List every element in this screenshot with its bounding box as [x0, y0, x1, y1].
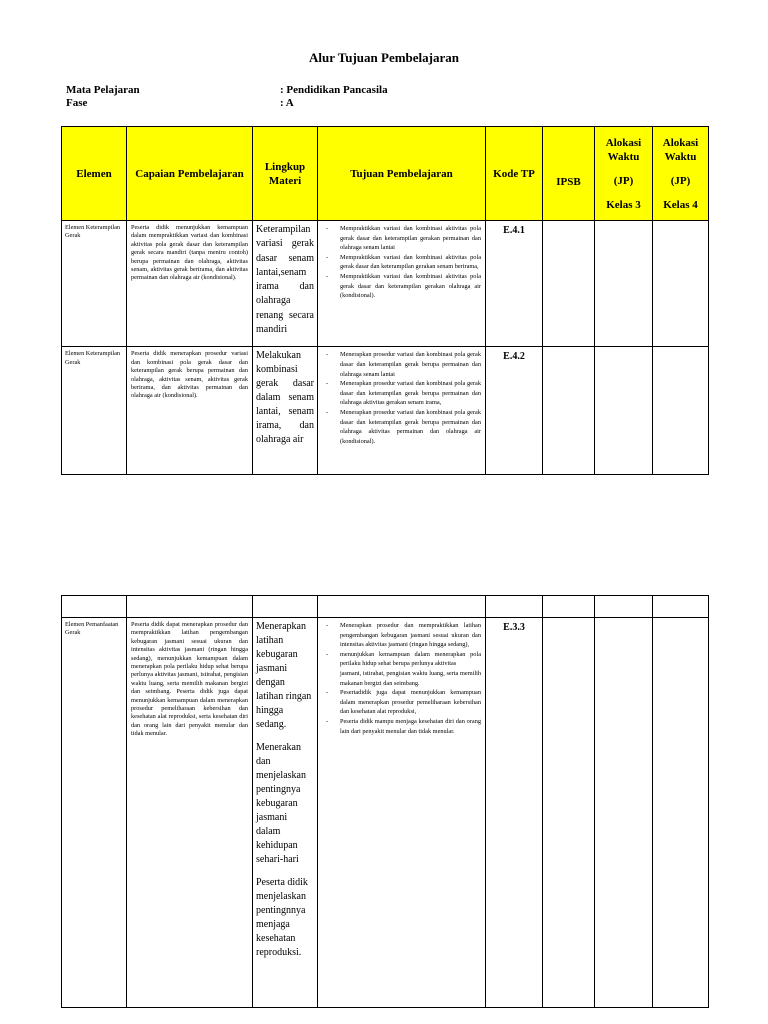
cell-kode: E.3.3	[486, 618, 543, 1008]
cell-tujuan	[318, 347, 486, 475]
header-kode: Kode TP	[486, 127, 543, 221]
tp-item: - Mempraktikkan variasi dan kombinasi aktivitas pola gerak dasar dan keterampilan gerakan permainan dan olahraga senam lantai	[322, 224, 481, 253]
meta-value: : A	[280, 97, 294, 109]
kelas-label: Kelas 3	[606, 198, 641, 211]
meta-label: Mata Pelajaran	[66, 84, 140, 96]
cell-ipsb	[543, 221, 595, 347]
cell-alokasi-kelas3	[595, 347, 653, 475]
cell-elemen: Elemen Keterampilan Gerak	[62, 347, 127, 475]
cell-tujuan	[318, 221, 486, 347]
kelas-label: Kelas 4	[663, 198, 698, 211]
meta-label: Fase	[66, 97, 88, 109]
tp-item: - Menerapkan prosedur variasi dan kombinasi pola gerak dasar dan keterampilan gerak berupa permainan dan olahraga senam lantai	[322, 350, 481, 379]
header-alokasi-kelas4	[653, 127, 709, 221]
page-title: Alur Tujuan Pembelajaran	[308, 50, 459, 65]
tp-item: - Menerapkan prosedur dan mempraktikkan latihan pengembangan kebugaran jasmani sesuai ukuran dan intensitas aktivitas jasmani (ringan hingga sedang),	[322, 621, 481, 650]
tp-item: - Menerapkan prosedur variasi dan kombinasi pola gerak dasar dan keterampilan gerak berupa permainan dan olahraga aktivitas gerakan senam irama,	[322, 379, 481, 408]
lingkup-text: Keterampilan variasi gerak dasar senam lantai,senam irama dan olahraga renang secara mandiri	[256, 224, 314, 336]
cell-ipsb	[543, 618, 595, 1008]
lingkup-text: Melakukan kombinasi gerak dasar dalam senam lantai, senam irama, dan olahraga air	[256, 350, 314, 446]
table-row	[62, 347, 709, 475]
empty-row	[62, 596, 709, 618]
atp-table-continued	[61, 595, 709, 1008]
header-ipsb: IPSB	[543, 127, 595, 221]
cell-capaian: Peserta didik menerapkan prosedur variasi dan kombinasi pola gerak dasar dan keterampilan gerak berupa permainan dan olahraga, aktivitas senam, aktivitas gerak berirama, dan aktivitas permainan dan olahraga air (kondisional).	[127, 347, 253, 475]
header-capaian: Capaian Pembelajaran	[127, 127, 253, 221]
lingkup-text: Menerakan dan menjelaskan pentingnya kebugaran jasmani dalam kehidupan sehari-hari	[256, 742, 306, 865]
tp-item: - Mempraktikkan variasi dan kombinasi aktivitas pola gerak dasar dan keterampilan gerakan senam berirama,	[322, 253, 481, 272]
alokasi-label: Alokasi Waktu	[662, 136, 699, 163]
alokasi-label: Alokasi Waktu	[605, 136, 642, 163]
header-alokasi-kelas3	[595, 127, 653, 221]
header-row	[62, 127, 709, 221]
cell-capaian: Peserta didik menunjukkan kemampuan dalam mempraktikkan variasi dan kombinasi aktivitas pola gerak dasar dan keterampilan gerak secara mandiri (tanpa meniru contoh) berupa permainan dan olahraga, aktivitas senam, aktivitas gerak berirama, dan aktivitas permainan dan olahraga air (kondisional).	[127, 221, 253, 347]
cell-alokasi-kelas4	[653, 221, 709, 347]
cell-kode: E.4.1	[486, 221, 543, 347]
cell-lingkup	[253, 618, 318, 1008]
jp-label: (JP)	[613, 174, 634, 187]
cell-alokasi-kelas3	[595, 618, 653, 1008]
atp-table	[61, 126, 709, 475]
cell-kode: E.4.2	[486, 347, 543, 475]
cell-lingkup	[253, 347, 318, 475]
cell-alokasi-kelas3	[595, 221, 653, 347]
cell-alokasi-kelas4	[653, 347, 709, 475]
jp-label: (JP)	[670, 174, 691, 187]
tp-item: - Peserta didik mampu menjaga kesehatan diri dan orang lain dari penyakit menular dan tidak menular.	[322, 717, 481, 736]
cell-tujuan	[318, 618, 486, 1008]
cell-lingkup	[253, 221, 318, 347]
table-row	[62, 221, 709, 347]
cell-capaian: Peserta didik dapat menerapkan prosedur dan mempraktikkan latihan pengembangan kebugaran jasmani sesuai ukuran dan intensitas aktivitas jasmani (ringan hingga sedang), menunjukkan kemampuan dalam menerapkan pola perilaku hidup sehat berupa perlunya aktivitas jasmani, istirahat, pengisian waktu luang, serta memilih makanan bergizi dan seimbang. Peserta didik juga dapat menunjukkan kemampuan dalam menerapkan prosedur pemeliharaan kebersihan dan kesehatan alat reproduksi, serta kesehatan diri dan orang lain dari penyakit menular dan tidak menular.	[127, 618, 253, 1008]
cell-elemen: Elemen Keterampilan Gerak	[62, 221, 127, 347]
meta-value: : Pendidikan Pancasila	[280, 84, 388, 96]
header-tujuan: Tujuan Pembelajaran	[318, 127, 486, 221]
cell-ipsb	[543, 347, 595, 475]
lingkup-text: Peserta didik menjelaskan pentingnnya menjaga kesehatan reproduksi.	[256, 877, 308, 958]
cell-alokasi-kelas4	[653, 618, 709, 1008]
header-lingkup: Lingkup Materi	[253, 127, 318, 221]
tp-item: - Mempraktikkan variasi dan kombinasi aktivitas pola gerak dasar dan keterampilan gerakan olahraga air (kondisional).	[322, 272, 481, 301]
table-row	[62, 618, 709, 1008]
tp-item: - Menerapkan prosedur variasi dan kombinasi pola gerak dasar dan keterampilan gerak berupa permainan dan olahraga aktivitas permainan dan olahraga air (kondisional).	[322, 408, 481, 446]
cell-elemen: Elemen Pemanfaatan Gerak	[62, 618, 127, 1008]
tp-item: - menunjukkan kemampuan dalam menerapkan pola perilaku hidup sehat berupa perlunya aktivitas jasmani, istirahat, pengisian waktu luang, serta memilih makanan bergizi dan seimbang.	[322, 650, 481, 688]
header-elemen: Elemen	[62, 127, 127, 221]
tp-item: - Pesertadidik juga dapat menunjukkan kemampuan dalam menerapkan prosedur pemeliharaan kebersihan dan kesehatan alat reproduksi,	[322, 688, 481, 717]
lingkup-text: Menerapkan latihan kebugaran jasmani dengan latihan ringan hingga sedang.	[256, 621, 312, 730]
